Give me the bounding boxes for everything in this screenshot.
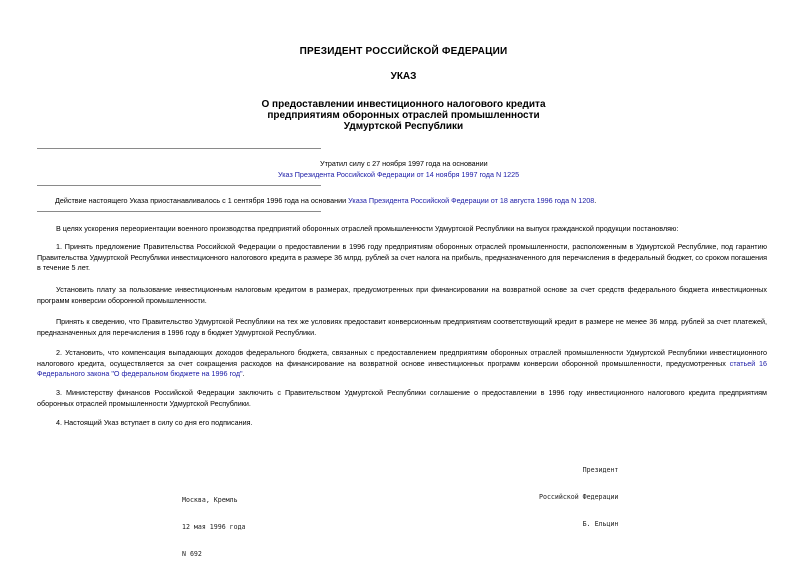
paragraph-2-suffix: .	[242, 369, 245, 378]
date: 12 мая 1996 года	[182, 523, 246, 531]
lost-force-link[interactable]: Указ Президента Российской Федерации от 14 ноября 1997 года N 1225	[278, 170, 520, 179]
place: Москва, Кремль	[182, 496, 238, 504]
suspension-link[interactable]: Указа Президента Российской Федерации от 18 августа 1996 года N 1208	[348, 196, 595, 205]
signature-name: Б. Ельцин	[582, 520, 619, 528]
divider	[37, 148, 321, 149]
paragraph-2	[37, 348, 767, 380]
title-line: предприятиям оборонных отраслей промышленности	[267, 110, 540, 121]
signature-title: Президент	[582, 466, 619, 474]
document-number: N 692	[182, 550, 202, 558]
title-line: О предоставлении инвестиционного налогового кредита	[261, 99, 546, 110]
suspension-text: Действие настоящего Указа приостанавливалось с 1 сентября 1996 года на основании	[55, 196, 347, 205]
intro-paragraph: В целях ускорения переориентации военного производства предприятий оборонных отраслей промышленности Удмуртской Республики на выпуск гражданской продукции постановляю:	[56, 224, 679, 233]
document-type: УКАЗ	[390, 71, 417, 82]
lost-force-text: Утратил силу с 27 ноября 1997 года на основании	[320, 159, 488, 168]
paragraph-1: 1. Принять предложение Правительства Российской Федерации о предоставлении в 1996 году предприятиям оборонных отраслей промышленности, расположенным в Удмуртской Республике, под гарантию Правительства Удмуртской Республики инвестиционного налогового кредита в размере 36 млрд. рублей за счет налога на прибыль, предназначенного для перечисления в федеральный бюджет, со сроком погашения в течение 5 лет.	[37, 242, 767, 272]
divider	[37, 185, 321, 186]
paragraph-4: 4. Настоящий Указ вступает в силу со дня его подписания.	[56, 418, 253, 427]
paragraph-1b: Установить плату за пользование инвестиционным налоговым кредитом в размерах, предусмотренных при финансировании на возвратной основе за счет средств федерального бюджета инвестиционных программ конверсии оборонной промышленности.	[37, 285, 767, 305]
paragraph-2-text: 2. Установить, что компенсация выпадающих доходов федерального бюджета, связанных с предоставлением предприятиям оборонных отраслей промышленности Удмуртской Республики инвестиционного налогового кредита, осуществляется за счет сокращения расходов на финансирование на возвратной основе инвестиционных программ конверсии оборонной промышленности, предусмотренных	[37, 348, 767, 368]
title-line: Удмуртской Республики	[343, 121, 464, 132]
budget-law-link[interactable]: статьей 16 Федерального закона "О федеральном бюджете на 1996 год"	[37, 358, 767, 378]
signature-block	[539, 448, 618, 547]
paragraph-3: 3. Министерству финансов Российской Федерации заключить с Правительством Удмуртской Республики соглашение о предоставлении в 1996 году инвестиционного налогового кредита предприятиям оборонных отраслей промышленности Удмуртской Республики.	[37, 388, 767, 408]
suspension-note	[55, 195, 596, 206]
issuer-heading: ПРЕЗИДЕНТ РОССИЙСКОЙ ФЕДЕРАЦИИ	[299, 46, 508, 57]
document-title	[0, 99, 807, 132]
place-date-block	[182, 478, 246, 577]
signature-org: Российской Федерации	[539, 493, 619, 501]
suspension-suffix: .	[594, 196, 597, 205]
paragraph-1c: Принять к сведению, что Правительство Удмуртской Республики на тех же условиях предоставит конверсионным предприятиям соответствующий кредит в размере не менее 36 млрд. рублей за счет платежей, предназначенных для перечисления в 1996 году в бюджет Удмуртской Республики.	[37, 317, 767, 337]
divider	[37, 211, 321, 212]
